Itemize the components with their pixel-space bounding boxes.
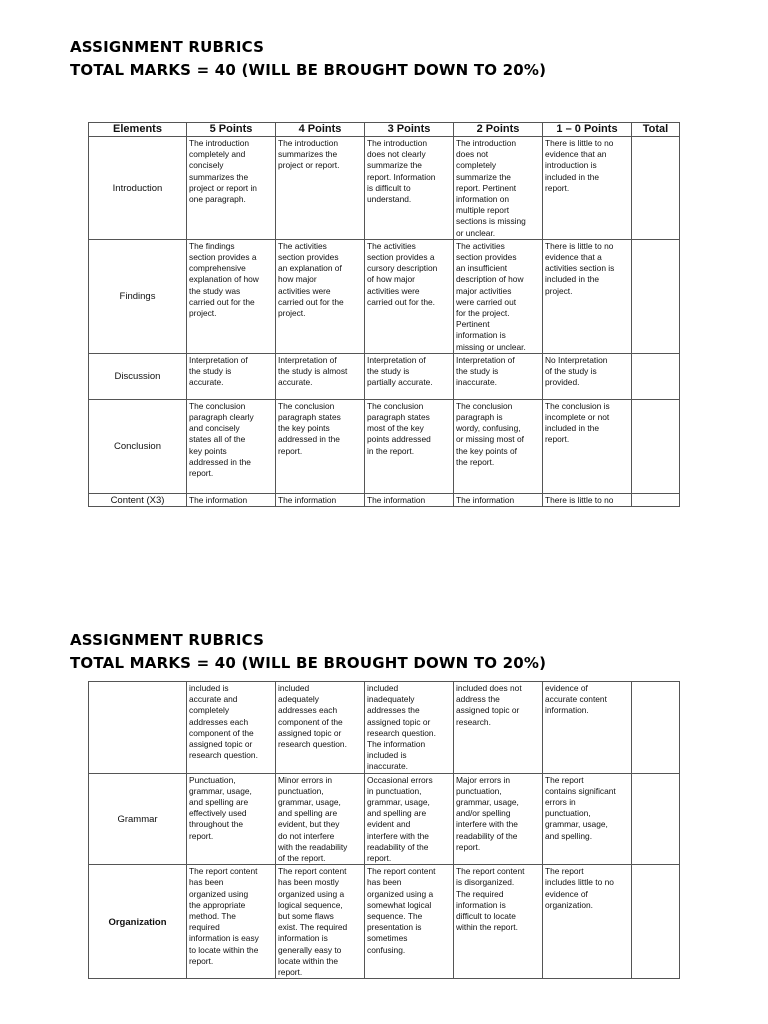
rubric-cell: The introduction completely and concisely summarizes the project or report in one paragraph. xyxy=(187,137,276,240)
row-element-label: Content (X3) xyxy=(89,493,187,506)
row-element-label: Organization xyxy=(89,865,187,979)
total-cell xyxy=(632,239,680,353)
table-row xyxy=(89,137,680,240)
page-1-title-line-1: ASSIGNMENT RUBRICS xyxy=(70,38,265,56)
rubric-cell: Interpretation of the study is inaccurate. xyxy=(454,353,543,399)
rubric-cell: The introduction does not completely summarize the report. Pertinent information on multiple report sections is missing or unclear. xyxy=(454,137,543,240)
table-row xyxy=(89,773,680,865)
rubric-cell: There is little to no evidence that an introduction is included in the report. xyxy=(543,137,632,240)
rubric-cell: Interpretation of the study is partially accurate. xyxy=(365,353,454,399)
header-elements: Elements xyxy=(89,123,187,137)
rubric-cell: Punctuation, grammar, usage, and spelling are effectively used throughout the report. xyxy=(187,773,276,865)
table-row xyxy=(89,353,680,399)
rubric-cell: The findings section provides a comprehensive explanation of how the study was carried out for the project. xyxy=(187,239,276,353)
total-cell xyxy=(632,137,680,240)
rubric-cell: The report content has been organized using a somewhat logical sequence. The presentation is sometimes confusing. xyxy=(365,865,454,979)
rubric-cell: included inadequately addresses the assigned topic or research question. The information included is inaccurate. xyxy=(365,682,454,774)
rubric-cell: evidence of accurate content information. xyxy=(543,682,632,774)
rubric-cell: The activities section provides an explanation of how major activities were carried out for the project. xyxy=(276,239,365,353)
rubric-cell: included is accurate and completely addresses each component of the assigned topic or research question. xyxy=(187,682,276,774)
rubric-cell: Occasional errors in punctuation, grammar, usage, and spelling are evident and interfere with the readability of the report. xyxy=(365,773,454,865)
rubric-cell: The activities section provides an insufficient description of how major activities were carried out for the project. Pertinent information is missing or unclear. xyxy=(454,239,543,353)
table-row xyxy=(89,493,680,506)
row-element-label: Conclusion xyxy=(89,399,187,493)
total-cell xyxy=(632,682,680,774)
rubric-table-page-1 xyxy=(88,122,680,507)
table-row xyxy=(89,239,680,353)
rubric-cell: No Interpretation of the study is provided. xyxy=(543,353,632,399)
page-2-title-line-2: TOTAL MARKS = 40 (WILL BE BROUGHT DOWN TO 20%) xyxy=(70,654,547,672)
page-2-title-line-1: ASSIGNMENT RUBRICS xyxy=(70,631,265,649)
total-cell xyxy=(632,353,680,399)
rubric-cell: The conclusion paragraph states most of the key points addressed in the report. xyxy=(365,399,454,493)
row-element-label: Findings xyxy=(89,239,187,353)
rubric-cell: The information xyxy=(276,493,365,506)
rubric-cell: There is little to no xyxy=(543,493,632,506)
header-1-0-points: 1 – 0 Points xyxy=(543,123,632,137)
row-element-label xyxy=(89,682,187,774)
rubric-cell: Minor errors in punctuation, grammar, usage, and spelling are evident, but they do not interfere with the readability of the report. xyxy=(276,773,365,865)
row-element-label: Discussion xyxy=(89,353,187,399)
rubric-cell: The information xyxy=(187,493,276,506)
row-element-label: Grammar xyxy=(89,773,187,865)
rubric-cell: The conclusion paragraph clearly and concisely states all of the key points addressed in the report. xyxy=(187,399,276,493)
header-3-points: 3 Points xyxy=(365,123,454,137)
rubric-cell: The introduction does not clearly summarize the report. Information is difficult to understand. xyxy=(365,137,454,240)
rubric-cell: The conclusion paragraph states the key points addressed in the report. xyxy=(276,399,365,493)
header-4-points: 4 Points xyxy=(276,123,365,137)
rubric-cell: The report content has been organized using the appropriate method. The required information is easy to locate within the report. xyxy=(187,865,276,979)
rubric-cell: Major errors in punctuation, grammar, usage, and/or spelling interfere with the readability of the report. xyxy=(454,773,543,865)
rubric-cell: The introduction summarizes the project or report. xyxy=(276,137,365,240)
rubric-cell: included does not address the assigned topic or research. xyxy=(454,682,543,774)
rubric-cell: The information xyxy=(365,493,454,506)
rubric-cell: Interpretation of the study is accurate. xyxy=(187,353,276,399)
header-2-points: 2 Points xyxy=(454,123,543,137)
total-cell xyxy=(632,865,680,979)
rubric-cell: The report content is disorganized. The required information is difficult to locate within the report. xyxy=(454,865,543,979)
rubric-cell: The report includes little to no evidence of organization. xyxy=(543,865,632,979)
rubric-table-page-2 xyxy=(88,681,680,979)
rubric-cell: The report content has been mostly organized using a logical sequence, but some flaws exist. The required information is generally easy to locate within the report. xyxy=(276,865,365,979)
page-1-title-line-2: TOTAL MARKS = 40 (WILL BE BROUGHT DOWN TO 20%) xyxy=(70,61,547,79)
header-total: Total xyxy=(632,123,680,137)
rubric-cell: The activities section provides a cursory description of how major activities were carried out for the. xyxy=(365,239,454,353)
total-cell xyxy=(632,493,680,506)
table-header-row xyxy=(89,123,680,137)
total-cell xyxy=(632,773,680,865)
header-5-points: 5 Points xyxy=(187,123,276,137)
rubric-cell: The conclusion is incomplete or not included in the report. xyxy=(543,399,632,493)
table-row xyxy=(89,682,680,774)
rubric-cell: There is little to no evidence that a activities section is included in the project. xyxy=(543,239,632,353)
rubric-cell: The report contains significant errors in punctuation, grammar, usage, and spelling. xyxy=(543,773,632,865)
table-row xyxy=(89,865,680,979)
rubric-cell: The conclusion paragraph is wordy, confusing, or missing most of the key points of the report. xyxy=(454,399,543,493)
row-element-label: Introduction xyxy=(89,137,187,240)
table-row xyxy=(89,399,680,493)
rubric-cell: Interpretation of the study is almost accurate. xyxy=(276,353,365,399)
total-cell xyxy=(632,399,680,493)
rubric-cell: The information xyxy=(454,493,543,506)
rubric-cell: included adequately addresses each component of the assigned topic or research question. xyxy=(276,682,365,774)
